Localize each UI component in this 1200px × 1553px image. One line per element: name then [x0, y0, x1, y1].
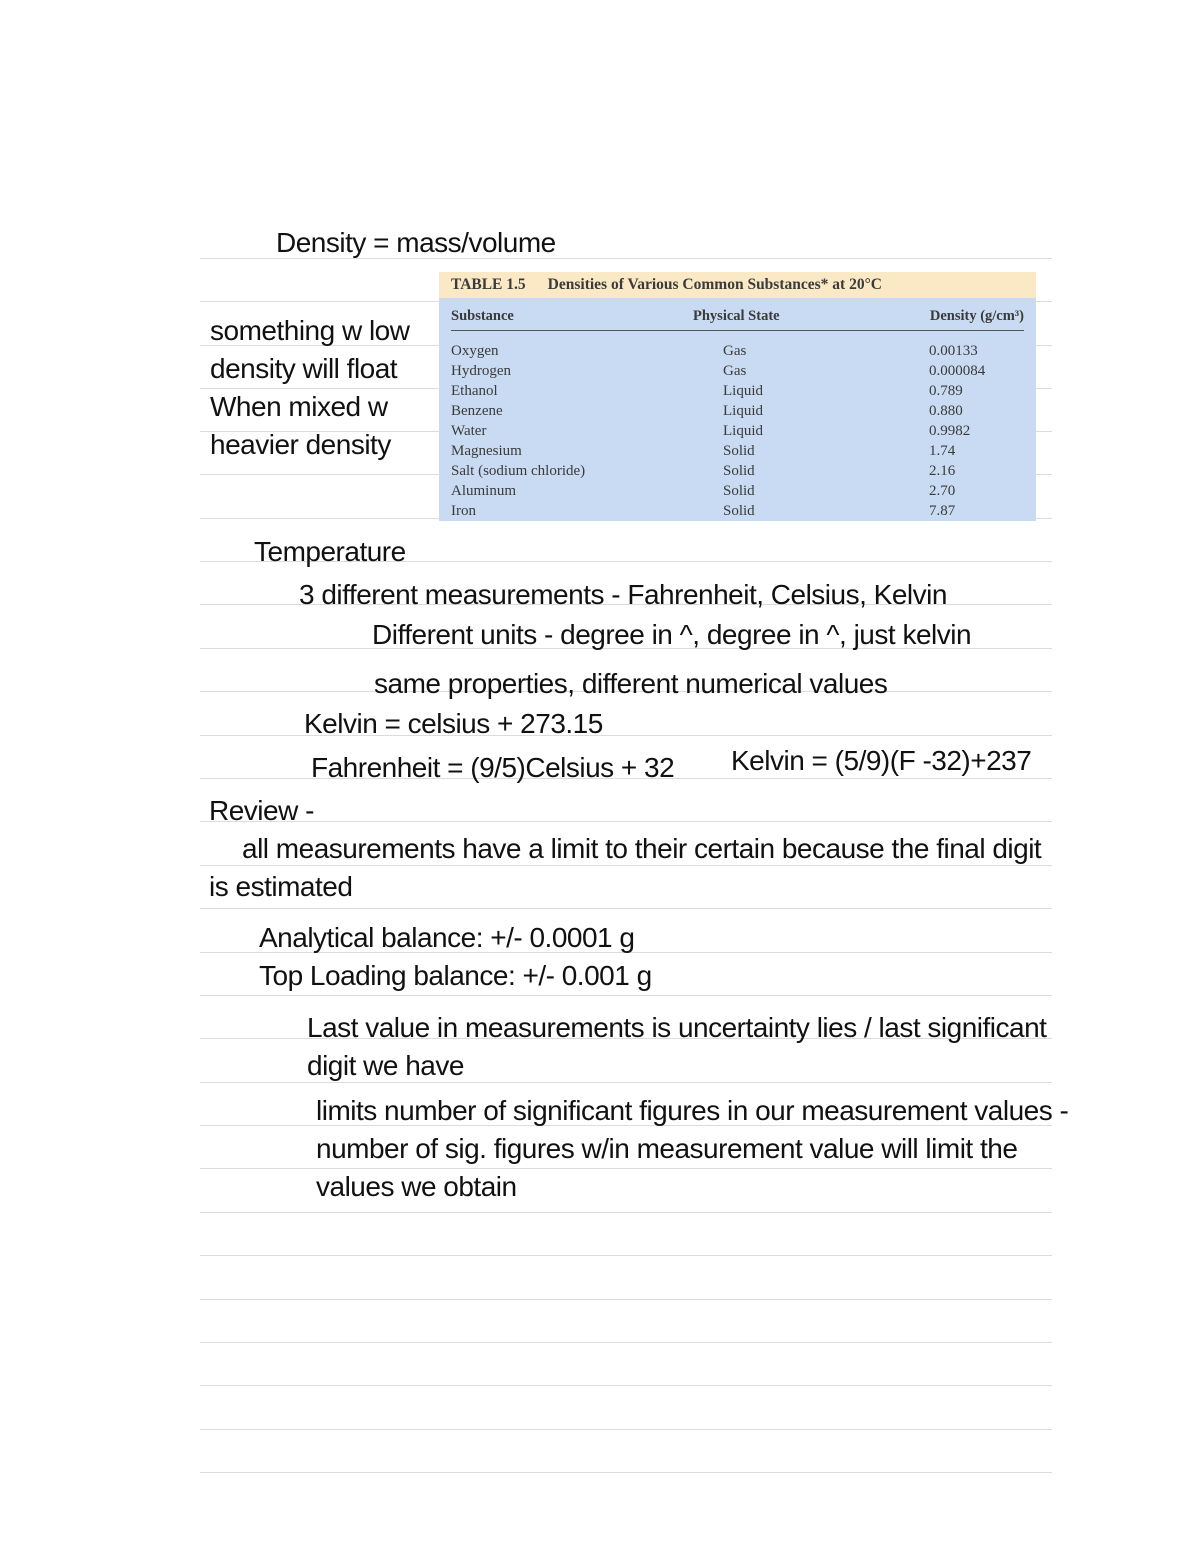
cell-state: Gas — [723, 343, 747, 359]
cell-substance: Ethanol — [451, 383, 498, 399]
table-row — [439, 381, 1036, 401]
cell-density: 1.74 — [929, 443, 956, 459]
ruled-line — [200, 1212, 1052, 1213]
table-row — [439, 421, 1036, 441]
top-loading-balance: Top Loading balance: +/- 0.001 g — [259, 960, 652, 991]
cell-state: Solid — [723, 443, 755, 459]
ruled-line — [200, 1472, 1052, 1473]
same-properties: same properties, different numerical values — [374, 668, 888, 699]
header-physical-state: Physical State — [693, 308, 780, 324]
kelvin-from-f-formula: Kelvin = (5/9)(F -32)+237 — [731, 745, 1032, 776]
cell-state: Solid — [723, 483, 755, 499]
cell-substance: Magnesium — [451, 443, 522, 459]
cell-density: 0.00133 — [929, 343, 978, 359]
last-value-line: Last value in measurements is uncertainty lies / last significant — [307, 1012, 1047, 1043]
ruled-line — [200, 1342, 1052, 1343]
fahrenheit-formula: Fahrenheit = (9/5)Celsius + 32 — [311, 752, 675, 783]
table-row — [439, 441, 1036, 461]
side-note-line: density will float — [210, 353, 398, 384]
table-title-bar — [439, 272, 1036, 298]
cell-state: Gas — [723, 363, 747, 379]
limits-line: number of sig. figures w/in measurement value will limit the — [316, 1133, 1018, 1164]
table-row — [439, 481, 1036, 501]
density-formula: Density = mass/volume — [276, 227, 556, 258]
table-number: TABLE 1.5 — [451, 276, 526, 293]
cell-substance: Aluminum — [451, 483, 517, 499]
table-row — [439, 341, 1036, 361]
limits-line: values we obtain — [316, 1171, 517, 1202]
ruled-line — [200, 1429, 1052, 1430]
table-row — [439, 501, 1036, 521]
kelvin-formula: Kelvin = celsius + 273.15 — [304, 708, 603, 739]
table-header — [451, 308, 1024, 331]
cell-state: Liquid — [723, 383, 763, 399]
cell-substance: Oxygen — [451, 343, 499, 359]
cell-state: Liquid — [723, 423, 763, 439]
ruled-line — [200, 821, 1052, 822]
cell-density: 0.000084 — [929, 363, 986, 379]
table-row — [439, 461, 1036, 481]
cell-state: Solid — [723, 463, 755, 479]
side-note-line: When mixed w — [210, 391, 388, 422]
cell-density: 0.880 — [929, 403, 963, 419]
table-row — [439, 361, 1036, 381]
cell-substance: Iron — [451, 503, 476, 519]
review-heading: Review - — [209, 795, 314, 826]
cell-density: 7.87 — [929, 503, 956, 519]
ruled-line — [200, 1168, 1052, 1169]
ruled-line — [200, 995, 1052, 996]
ruled-line — [200, 908, 1052, 909]
last-value-line: digit we have — [307, 1050, 464, 1081]
cell-substance: Hydrogen — [451, 363, 511, 379]
cell-substance: Benzene — [451, 403, 503, 419]
different-units: Different units - degree in ^, degree in ^, just kelvin — [372, 619, 972, 650]
temperature-heading: Temperature — [254, 536, 406, 567]
limits-line: limits number of significant figures in our measurement values - — [316, 1095, 1069, 1126]
cell-state: Solid — [723, 503, 755, 519]
side-note-line: something w low — [210, 315, 410, 346]
review-line: is estimated — [209, 871, 353, 902]
review-line: all measurements have a limit to their certain because the final digit — [242, 833, 1042, 864]
ruled-line — [200, 1385, 1052, 1386]
cell-density: 0.9982 — [929, 423, 971, 439]
header-substance: Substance — [451, 308, 514, 324]
cell-state: Liquid — [723, 403, 763, 419]
cell-substance: Salt (sodium chloride) — [451, 463, 586, 479]
cell-density: 0.789 — [929, 383, 963, 399]
ruled-line — [200, 1299, 1052, 1300]
table-body — [439, 341, 1036, 521]
density-table — [439, 272, 1036, 521]
header-density: Density (g/cm³) — [929, 308, 1024, 324]
analytical-balance: Analytical balance: +/- 0.0001 g — [259, 922, 635, 953]
three-measurements: 3 different measurements - Fahrenheit, Celsius, Kelvin — [299, 579, 947, 610]
side-note — [210, 312, 430, 464]
ruled-line — [200, 1255, 1052, 1256]
table-row — [439, 401, 1036, 421]
side-note-line: heavier density — [210, 429, 391, 460]
table-title: Densities of Various Common Substances* at 20°C — [547, 276, 882, 293]
cell-density: 2.16 — [929, 463, 956, 479]
cell-density: 2.70 — [929, 483, 956, 499]
cell-substance: Water — [451, 423, 487, 439]
